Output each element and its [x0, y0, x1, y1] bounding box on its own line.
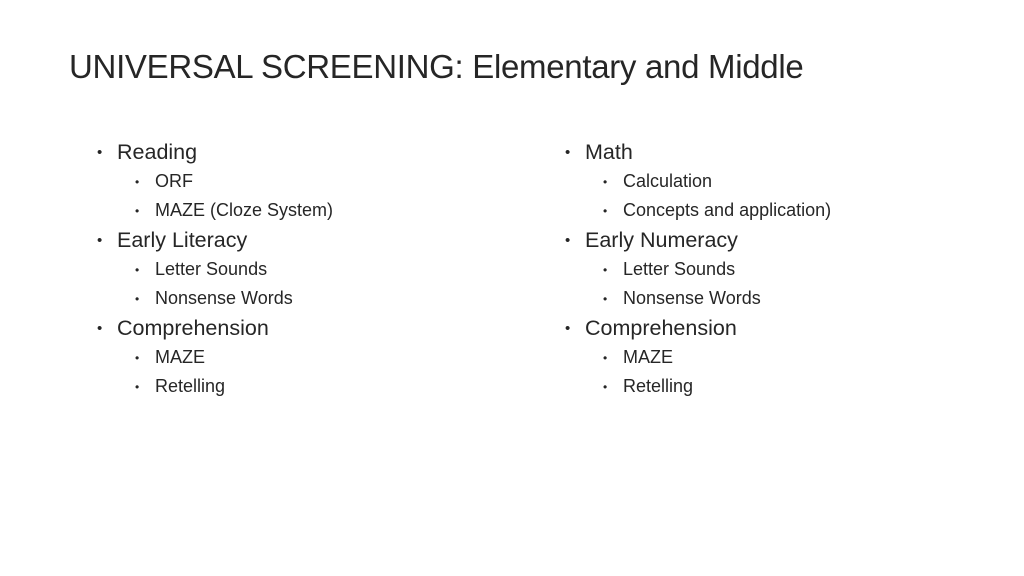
sub-bullet-item [97, 255, 517, 284]
sub-bullet-icon: • [135, 350, 140, 365]
sub-bullet-item [565, 167, 985, 196]
sub-bullet-icon: • [603, 379, 608, 394]
sub-bullet-icon: • [603, 203, 608, 218]
left-column [97, 137, 517, 401]
sub-bullet-label: MAZE (Cloze System) [155, 200, 334, 220]
bullet-group-comprehension [565, 313, 985, 401]
bullet-item [97, 225, 517, 255]
sub-bullet-label: Calculation [623, 171, 713, 191]
bullet-label: Math [585, 139, 633, 164]
sub-bullet-icon: • [135, 262, 140, 277]
bullet-item [565, 137, 985, 167]
sub-bullet-label: Letter Sounds [155, 259, 268, 279]
slide-title: UNIVERSAL SCREENING: Elementary and Middle [69, 48, 804, 85]
bullet-label: Comprehension [585, 315, 737, 340]
bullet-icon: • [97, 231, 103, 249]
bullet-label: Comprehension [117, 315, 269, 340]
sub-bullet-item [565, 255, 985, 284]
sub-bullet-label: Nonsense Words [623, 288, 761, 308]
sub-bullet-item [565, 196, 985, 225]
bullet-icon: • [565, 319, 571, 337]
sub-bullet-item [97, 372, 517, 401]
sub-bullet-item [97, 343, 517, 372]
sub-bullet-label: Concepts and application) [623, 200, 832, 220]
sub-bullet-item [565, 343, 985, 372]
bullet-icon: • [97, 319, 103, 337]
bullet-label: Reading [117, 139, 198, 164]
sub-bullet-icon: • [135, 174, 140, 189]
sub-bullet-item [565, 372, 985, 401]
bullet-item [565, 225, 985, 255]
sub-bullet-icon: • [135, 203, 140, 218]
bullet-group-reading [97, 137, 517, 225]
sub-bullet-icon: • [603, 291, 608, 306]
sub-bullet-icon: • [135, 379, 140, 394]
sub-bullet-label: Nonsense Words [155, 288, 293, 308]
sub-bullet-item [565, 284, 985, 313]
bullet-group-math [565, 137, 985, 225]
sub-bullet-label: MAZE [155, 347, 206, 367]
bullet-item [97, 137, 517, 167]
bullet-group-early-literacy [97, 225, 517, 313]
sub-bullet-icon: • [603, 350, 608, 365]
bullet-label: Early Numeracy [585, 227, 738, 252]
right-column [565, 137, 985, 401]
sub-bullet-label: Letter Sounds [623, 259, 736, 279]
bullet-icon: • [565, 231, 571, 249]
bullet-label: Early Literacy [117, 227, 248, 252]
bullet-item [97, 313, 517, 343]
bullet-icon: • [97, 143, 103, 161]
sub-bullet-icon: • [135, 291, 140, 306]
sub-bullet-label: ORF [155, 171, 193, 191]
sub-bullet-label: Retelling [155, 376, 226, 396]
sub-bullet-item [97, 167, 517, 196]
bullet-item [565, 313, 985, 343]
sub-bullet-icon: • [603, 174, 608, 189]
sub-bullet-label: Retelling [623, 376, 694, 396]
bullet-icon: • [565, 143, 571, 161]
bullet-group-comprehension [97, 313, 517, 401]
sub-bullet-item [97, 284, 517, 313]
bullet-group-early-numeracy [565, 225, 985, 313]
sub-bullet-label: MAZE [623, 347, 674, 367]
sub-bullet-icon: • [603, 262, 608, 277]
sub-bullet-item [97, 196, 517, 225]
